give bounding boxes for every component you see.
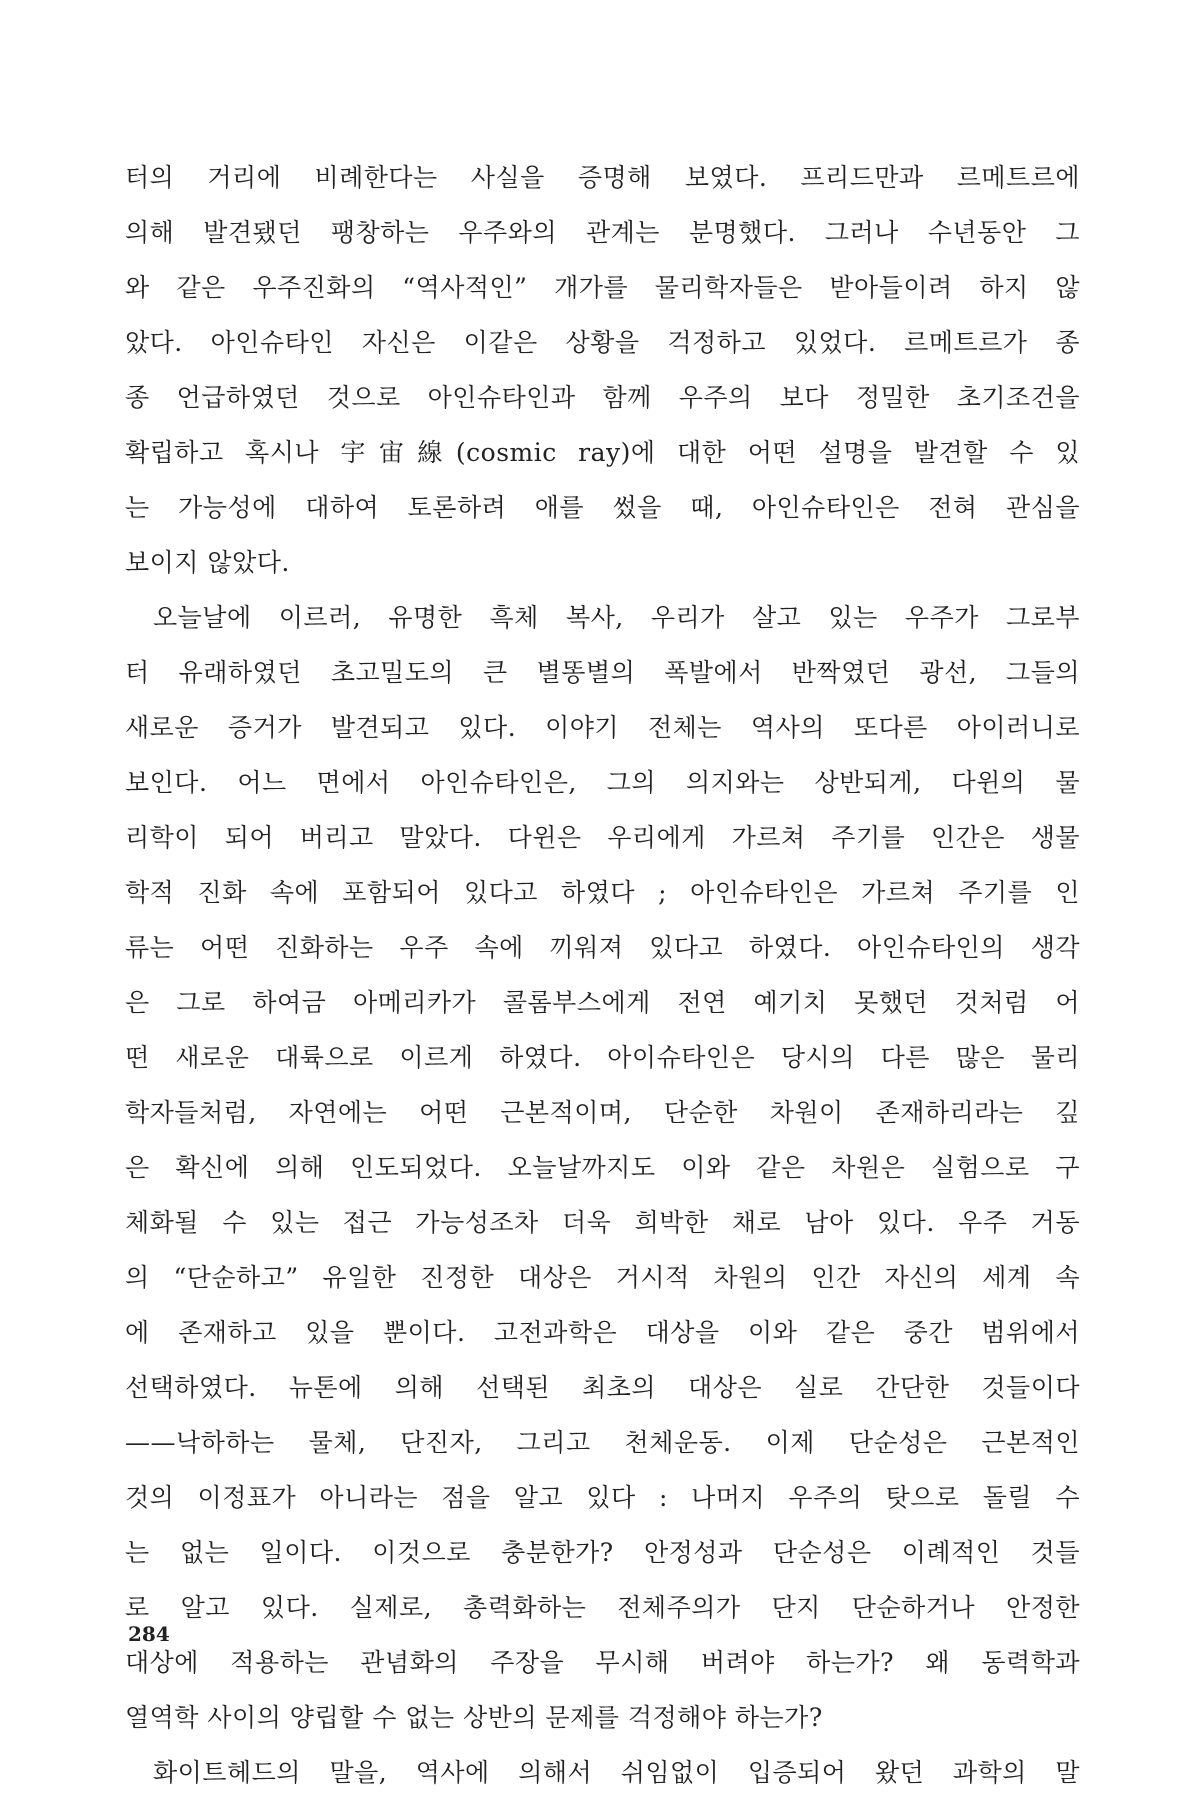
text-line: 는 없는 일이다. 이것으로 충분한가? 안정성과 단순성은 이례적인 것들 xyxy=(125,1538,1080,1567)
text-line: 와 같은 우주진화의 “역사적인” 개가를 물리학자들은 받아들이려 하지 않 xyxy=(125,273,1080,302)
text-line: ——낙하하는 물체, 단진자, 그리고 천체운동. 이제 단순성은 근본적인 xyxy=(125,1428,1080,1457)
text-line: 은 그로 하여금 아메리카가 콜롬부스에게 전연 예기치 못했던 것처럼 어 xyxy=(125,988,1080,1017)
text-line: 열역학 사이의 양립할 수 없는 상반의 문제를 걱정해야 하는가? xyxy=(125,1703,823,1732)
text-line: 류는 어떤 진화하는 우주 속에 끼워져 있다고 하였다. 아인슈타인의 생각 xyxy=(125,933,1080,962)
page-number: 284 xyxy=(128,1622,170,1646)
text-line: 았다. 아인슈타인 자신은 이같은 상황을 걱정하고 있었다. 르메트르가 종 xyxy=(125,328,1080,357)
text-line: 종 언급하였던 것으로 아인슈타인과 함께 우주의 보다 정밀한 초기조건을 xyxy=(125,383,1080,412)
text-line: 의해 발견됐던 팽창하는 우주와의 관계는 분명했다. 그러나 수년동안 그 xyxy=(125,218,1080,247)
text-line: 터 유래하였던 초고밀도의 큰 별똥별의 폭발에서 반짝였던 광선, 그들의 xyxy=(125,658,1080,687)
text-line: 선택하였다. 뉴톤에 의해 선택된 최초의 대상은 실로 간단한 것들이다 xyxy=(125,1373,1080,1402)
text-line: 는 가능성에 대하여 토론하려 애를 썼을 때, 아인슈타인은 전혀 관심을 xyxy=(125,493,1080,522)
text-line: 의 “단순하고” 유일한 진정한 대상은 거시적 차원의 인간 자신의 세계 속 xyxy=(125,1263,1080,1292)
text-line: 리학이 되어 버리고 말았다. 다윈은 우리에게 가르쳐 주기를 인간은 생물 xyxy=(125,823,1080,852)
text-line: 학적 진화 속에 포함되어 있다고 하였다 ; 아인슈타인은 가르쳐 주기를 인 xyxy=(125,878,1080,907)
paragraph-start-line: 화이트헤드의 말을, 역사에 의해서 쉬임없이 입증되어 왔던 과학의 말 xyxy=(153,1758,1080,1787)
text-line: 새로운 증거가 발견되고 있다. 이야기 전체는 역사의 또다른 아이러니로 xyxy=(125,713,1080,742)
text-line: 대상에 적용하는 관념화의 주장을 무시해 버려야 하는가? 왜 동력학과 xyxy=(125,1648,1080,1677)
text-line: 은 확신에 의해 인도되었다. 오늘날까지도 이와 같은 차원은 실험으로 구 xyxy=(125,1153,1080,1182)
text-line: 것의 이정표가 아니라는 점을 알고 있다 : 나머지 우주의 탓으로 돌릴 수 xyxy=(125,1483,1080,1512)
text-line: 에 존재하고 있을 뿐이다. 고전과학은 대상을 이와 같은 중간 범위에서 xyxy=(125,1318,1080,1347)
text-line: 학자들처럼, 자연에는 어떤 근본적이며, 단순한 차원이 존재하리라는 깊 xyxy=(125,1098,1080,1127)
text-line: 확립하고 혹시나 宇宙線(cosmic ray)에 대한 어떤 설명을 발견할 수 있 xyxy=(125,438,1080,467)
body-text xyxy=(125,150,1080,1800)
text-line: 보이지 않았다. xyxy=(125,548,290,577)
paragraph-start-line: 오늘날에 이르러, 유명한 흑체 복사, 우리가 살고 있는 우주가 그로부 xyxy=(153,603,1080,632)
text-line: 보인다. 어느 면에서 아인슈타인은, 그의 의지와는 상반되게, 다윈의 물 xyxy=(125,768,1080,797)
text-line: 터의 거리에 비례한다는 사실을 증명해 보였다. 프리드만과 르메트르에 xyxy=(125,163,1080,192)
text-line: 로 알고 있다. 실제로, 총력화하는 전체주의가 단지 단순하거나 안정한 xyxy=(125,1593,1080,1622)
text-line: 체화될 수 있는 접근 가능성조차 더욱 희박한 채로 남아 있다. 우주 거동 xyxy=(125,1208,1080,1237)
text-line: 떤 새로운 대륙으로 이르게 하였다. 아이슈타인은 당시의 다른 많은 물리 xyxy=(125,1043,1080,1072)
